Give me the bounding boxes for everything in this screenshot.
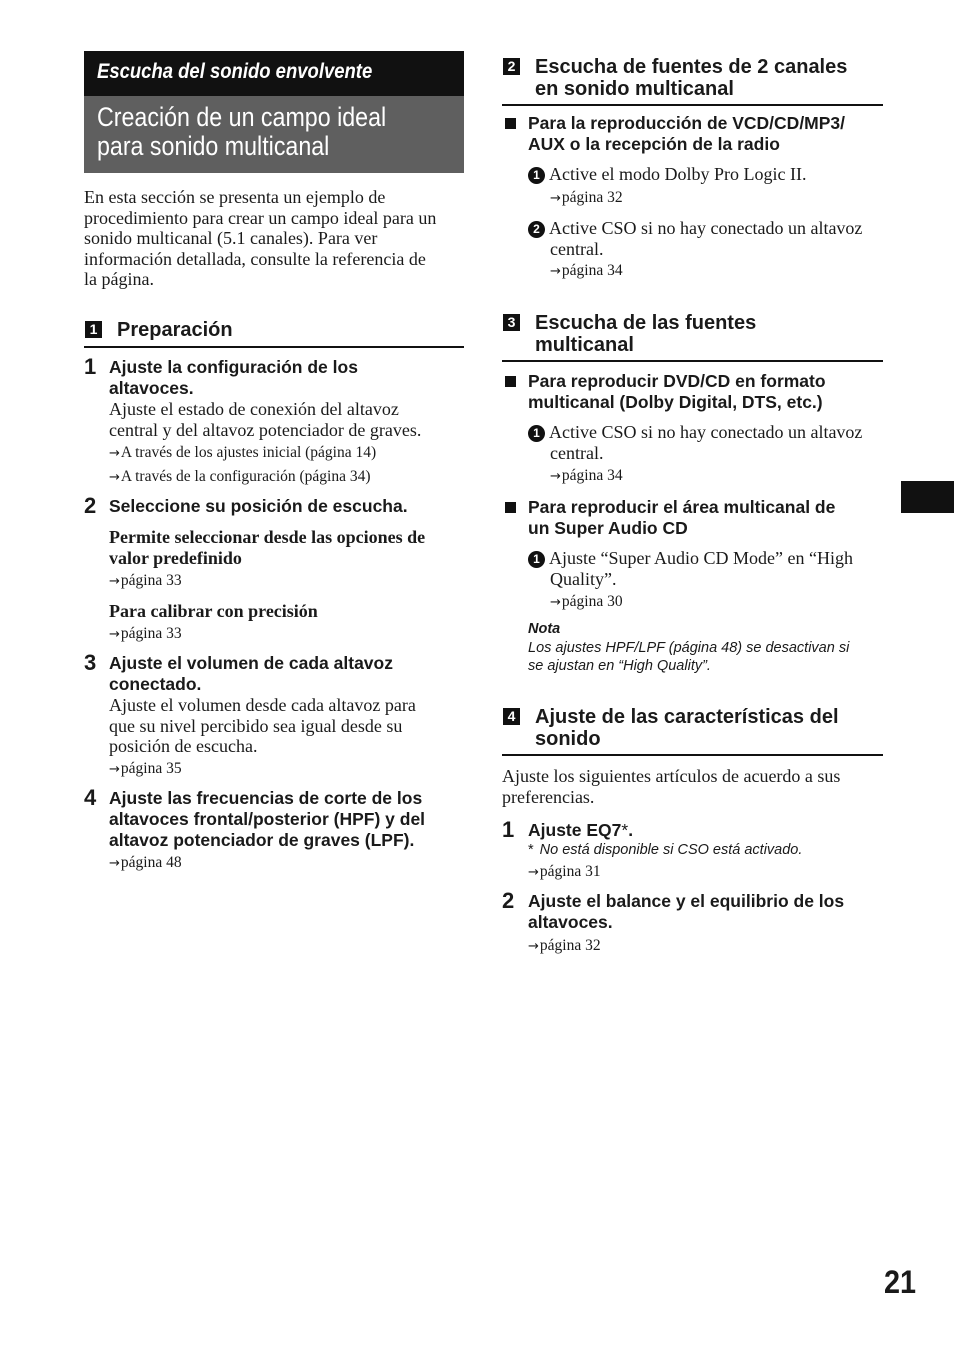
section-1-rule (84, 346, 464, 348)
section-3-b-item-1: 1 Ajuste “Super Audio CD Mode” en “High Quality”. (528, 548, 853, 589)
section-4-step-1-ref: →página 31 (528, 863, 601, 880)
arrow-icon: → (109, 627, 120, 642)
note-text: Los ajustes HPF/LPF (página 48) se desactivan si se ajustan en “High Quality”. (528, 640, 850, 674)
section-2-rule (502, 104, 883, 106)
arrow-icon: → (550, 469, 561, 484)
step-2-option-1: Permite seleccionar desde las opciones de valor predefinido (109, 527, 426, 568)
step-4-number: 4 (84, 785, 97, 810)
arrow-icon: → (528, 865, 539, 880)
step-1-ref-1: →A través de los ajustes inicial (página 14) (109, 444, 377, 461)
arrow-icon: → (550, 191, 561, 206)
step-3-number: 3 (84, 650, 97, 675)
arrow-icon: → (109, 470, 120, 485)
step-1-ref-2: →A través de la configuración (página 34) (109, 468, 371, 485)
section-3-a-item-1: 1 Active CSO si no hay conectado un altavoz central. (528, 422, 862, 463)
circled-number-1-icon: 1 (528, 551, 545, 568)
section-3-rule (502, 360, 883, 362)
square-bullet-icon (505, 502, 516, 513)
section-4-step-2-number: 2 (502, 888, 515, 913)
section-2-title: Escucha de fuentes de 2 canales en sonido multicanal (535, 56, 848, 100)
step-4-ref: →página 48 (109, 854, 182, 871)
section-2-subheading: Para la reproducción de VCD/CD/MP3/ AUX o la recepción de la radio (528, 113, 846, 154)
step-3-body: Ajuste el volumen desde cada altavoz para que su nivel percibido sea igual desde su posición de escucha. (109, 695, 416, 756)
section-3-number-box: 3 (503, 314, 520, 331)
arrow-icon: → (109, 446, 120, 461)
step-2-title: Seleccione su posición de escucha. (109, 496, 408, 516)
intro-paragraph: En esta sección se presenta un ejemplo de procedimiento para crear un campo ideal para un sonido multicanal (5.1 canales). Para ver información detallada, consulte la referencia de la página. (84, 187, 437, 289)
section-3-b-item-1-ref: →página 30 (550, 593, 623, 610)
step-3-title: Ajuste el volumen de cada altavoz conectado. (109, 653, 393, 694)
section-4-number-box: 4 (503, 708, 520, 725)
section-2-item-2-ref: →página 34 (550, 262, 623, 279)
page-title-banner (84, 96, 464, 173)
section-3-a-item-1-ref: →página 34 (550, 467, 623, 484)
section-2-item-2: 2 Active CSO si no hay conectado un altavoz central. (528, 218, 862, 259)
section-1-number-box: 1 (85, 321, 102, 338)
section-3-title: Escucha de las fuentes multicanal (535, 312, 757, 356)
section-4-rule (502, 754, 883, 756)
step-2-ref-1: →página 33 (109, 572, 182, 589)
section-1-title: Preparación (117, 319, 233, 341)
step-2-option-2: Para calibrar con precisión (109, 601, 318, 621)
note-label: Nota (528, 621, 561, 637)
step-4-title: Ajuste las frecuencias de corte de los altavoces frontal/posterior (HPF) y del altavoz potenciador de graves (LPF). (109, 788, 426, 850)
section-4-step-1-footnote: * No está disponible si CSO está activado. (528, 842, 803, 858)
step-3-ref: →página 35 (109, 760, 182, 777)
section-4-step-2-ref: →página 32 (528, 937, 601, 954)
square-bullet-icon (505, 118, 516, 129)
circled-number-1-icon: 1 (528, 167, 545, 184)
section-category-banner (84, 51, 464, 96)
page-number: 21 (884, 1264, 917, 1300)
section-category-label: Escucha del sonido envolvente (97, 60, 373, 83)
arrow-icon: → (550, 595, 561, 610)
step-2-number: 2 (84, 493, 97, 518)
arrow-icon: → (528, 939, 539, 954)
square-bullet-icon (505, 376, 516, 387)
section-4-title: Ajuste de las características del sonido (535, 706, 839, 750)
page-title: Creación de un campo ideal para sonido multicanal (97, 102, 387, 161)
section-2-item-1-ref: →página 32 (550, 189, 623, 206)
circled-number-1-icon: 1 (528, 425, 545, 442)
section-3-subheading-a: Para reproducir DVD/CD en formato multicanal (Dolby Digital, DTS, etc.) (528, 371, 826, 412)
arrow-icon: → (109, 762, 120, 777)
section-3-subheading-b: Para reproducir el área multicanal de un Super Audio CD (528, 497, 836, 538)
section-4-step-1-number: 1 (502, 817, 515, 842)
section-4-step-1-title: Ajuste EQ7*. (528, 820, 634, 840)
step-2-ref-2: →página 33 (109, 625, 182, 642)
section-2-number-box: 2 (503, 58, 520, 75)
step-1-body: Ajuste el estado de conexión del altavoz central y del altavoz potenciador de graves. (109, 399, 422, 440)
circled-number-2-icon: 2 (528, 221, 545, 238)
section-2-item-1: 1 Active el modo Dolby Pro Logic II. (528, 164, 806, 185)
arrow-icon: → (109, 856, 120, 871)
section-4-intro: Ajuste los siguientes artículos de acuerdo a sus preferencias. (502, 766, 841, 807)
arrow-icon: → (109, 574, 120, 589)
step-1-number: 1 (84, 354, 97, 379)
arrow-icon: → (550, 264, 561, 279)
footnote-mark: * (621, 820, 629, 840)
chapter-side-tab (901, 481, 954, 513)
section-4-step-2-title: Ajuste el balance y el equilibrio de los altavoces. (528, 891, 845, 932)
step-1-title: Ajuste la configuración de los altavoces. (109, 357, 358, 398)
